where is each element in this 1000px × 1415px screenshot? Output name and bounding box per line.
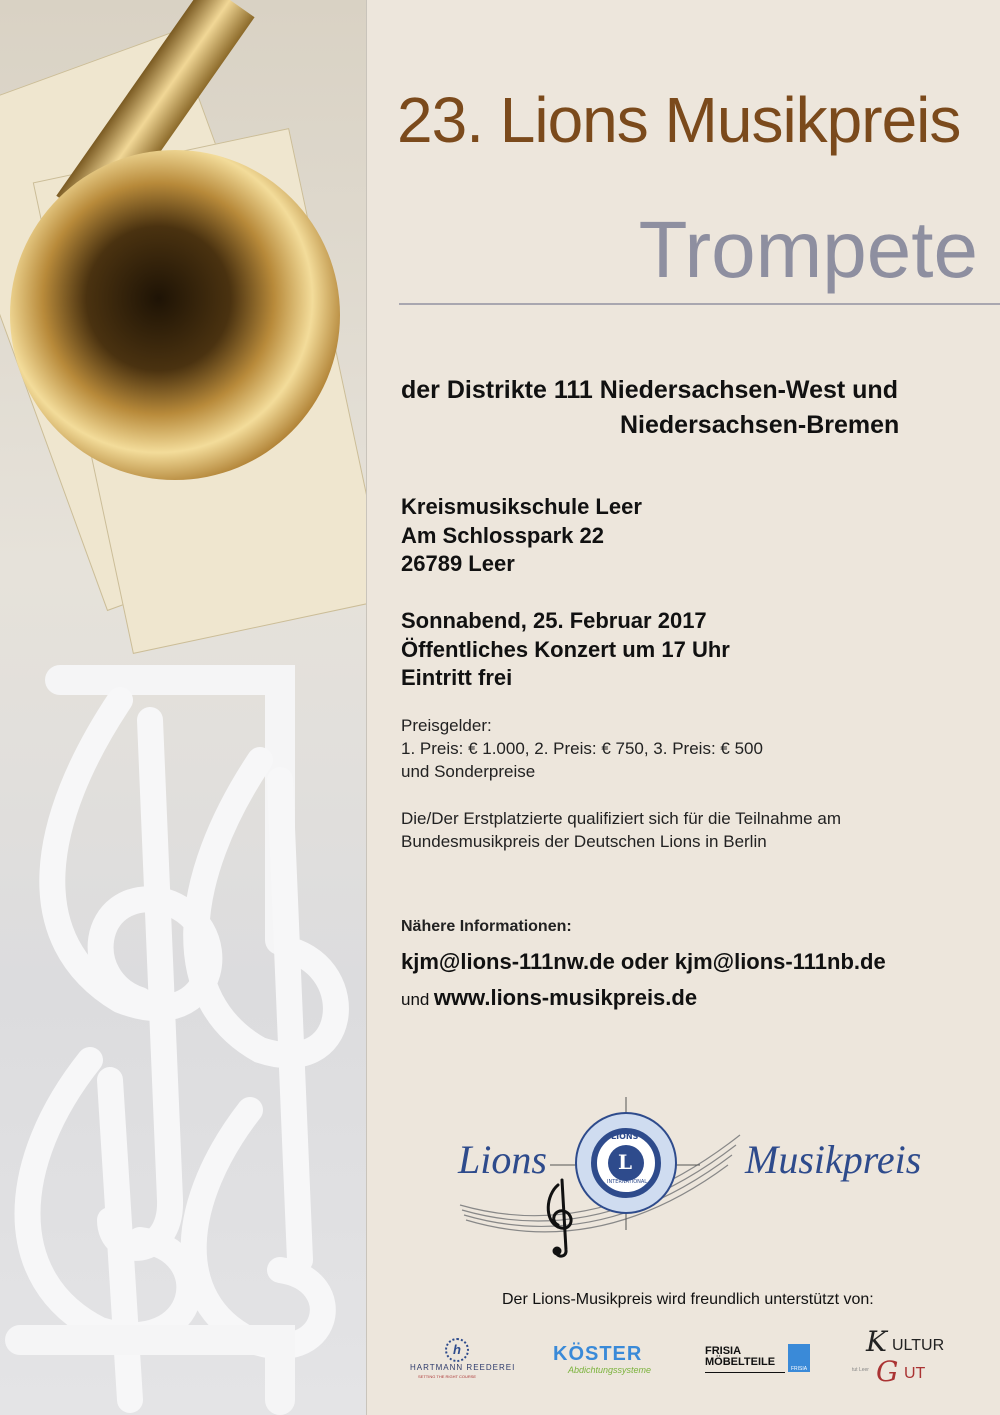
district-line-2: Niedersachsen-Bremen [620, 411, 900, 439]
qualify-line: Die/Der Erstplatzierte qualifiziert sich für die Teilnahme am [401, 809, 841, 828]
venue-line: 26789 Leer [401, 551, 515, 576]
event-line: Eintritt frei [401, 665, 513, 690]
divider [399, 303, 1000, 305]
sponsors-label: Der Lions-Musikpreis wird freundlich unterstützt von: [502, 1291, 874, 1308]
treble-clefs-decoration [0, 640, 366, 1415]
and-text: und [401, 990, 430, 1009]
emblem-letter: L [618, 1150, 633, 1174]
event-line: Öffentliches Konzert um 17 Uhr [401, 637, 730, 662]
logo-musikpreis-text: Musikpreis [745, 1137, 922, 1182]
info-label: Nähere Informationen: [401, 918, 572, 935]
poster-title: 23. Lions Musikpreis [397, 84, 961, 156]
contact-emails[interactable]: kjm@lions-111nw.de oder kjm@lions-111nb.de [401, 949, 886, 974]
district-line-1: der Distrikte 111 Niedersachsen-West und [401, 376, 898, 404]
venue-line: Am Schlosspark 22 [401, 523, 604, 548]
prizes-line: und Sonderpreise [401, 762, 536, 781]
emblem-bottom: INTERNATIONAL [607, 1179, 648, 1185]
emblem-top: LIONS [611, 1132, 639, 1141]
prizes-line: Preisgelder: [401, 716, 492, 735]
event-line: Sonnabend, 25. Februar 2017 [401, 608, 707, 633]
qualify-line: Bundesmusikpreis der Deutschen Lions in Berlin [401, 832, 767, 851]
website-link[interactable]: www.lions-musikpreis.de [433, 985, 698, 1010]
poster-subtitle: Trompete [638, 205, 978, 294]
venue-line: Kreismusikschule Leer [401, 494, 642, 519]
treble-clef-icon [548, 1180, 571, 1256]
trumpet-photo [0, 0, 367, 1415]
logo-lions-text: Lions [458, 1137, 547, 1182]
prizes-line: 1. Preis: € 1.000, 2. Preis: € 750, 3. Preis: € 500 [401, 739, 763, 758]
trumpet-bell [10, 150, 340, 480]
